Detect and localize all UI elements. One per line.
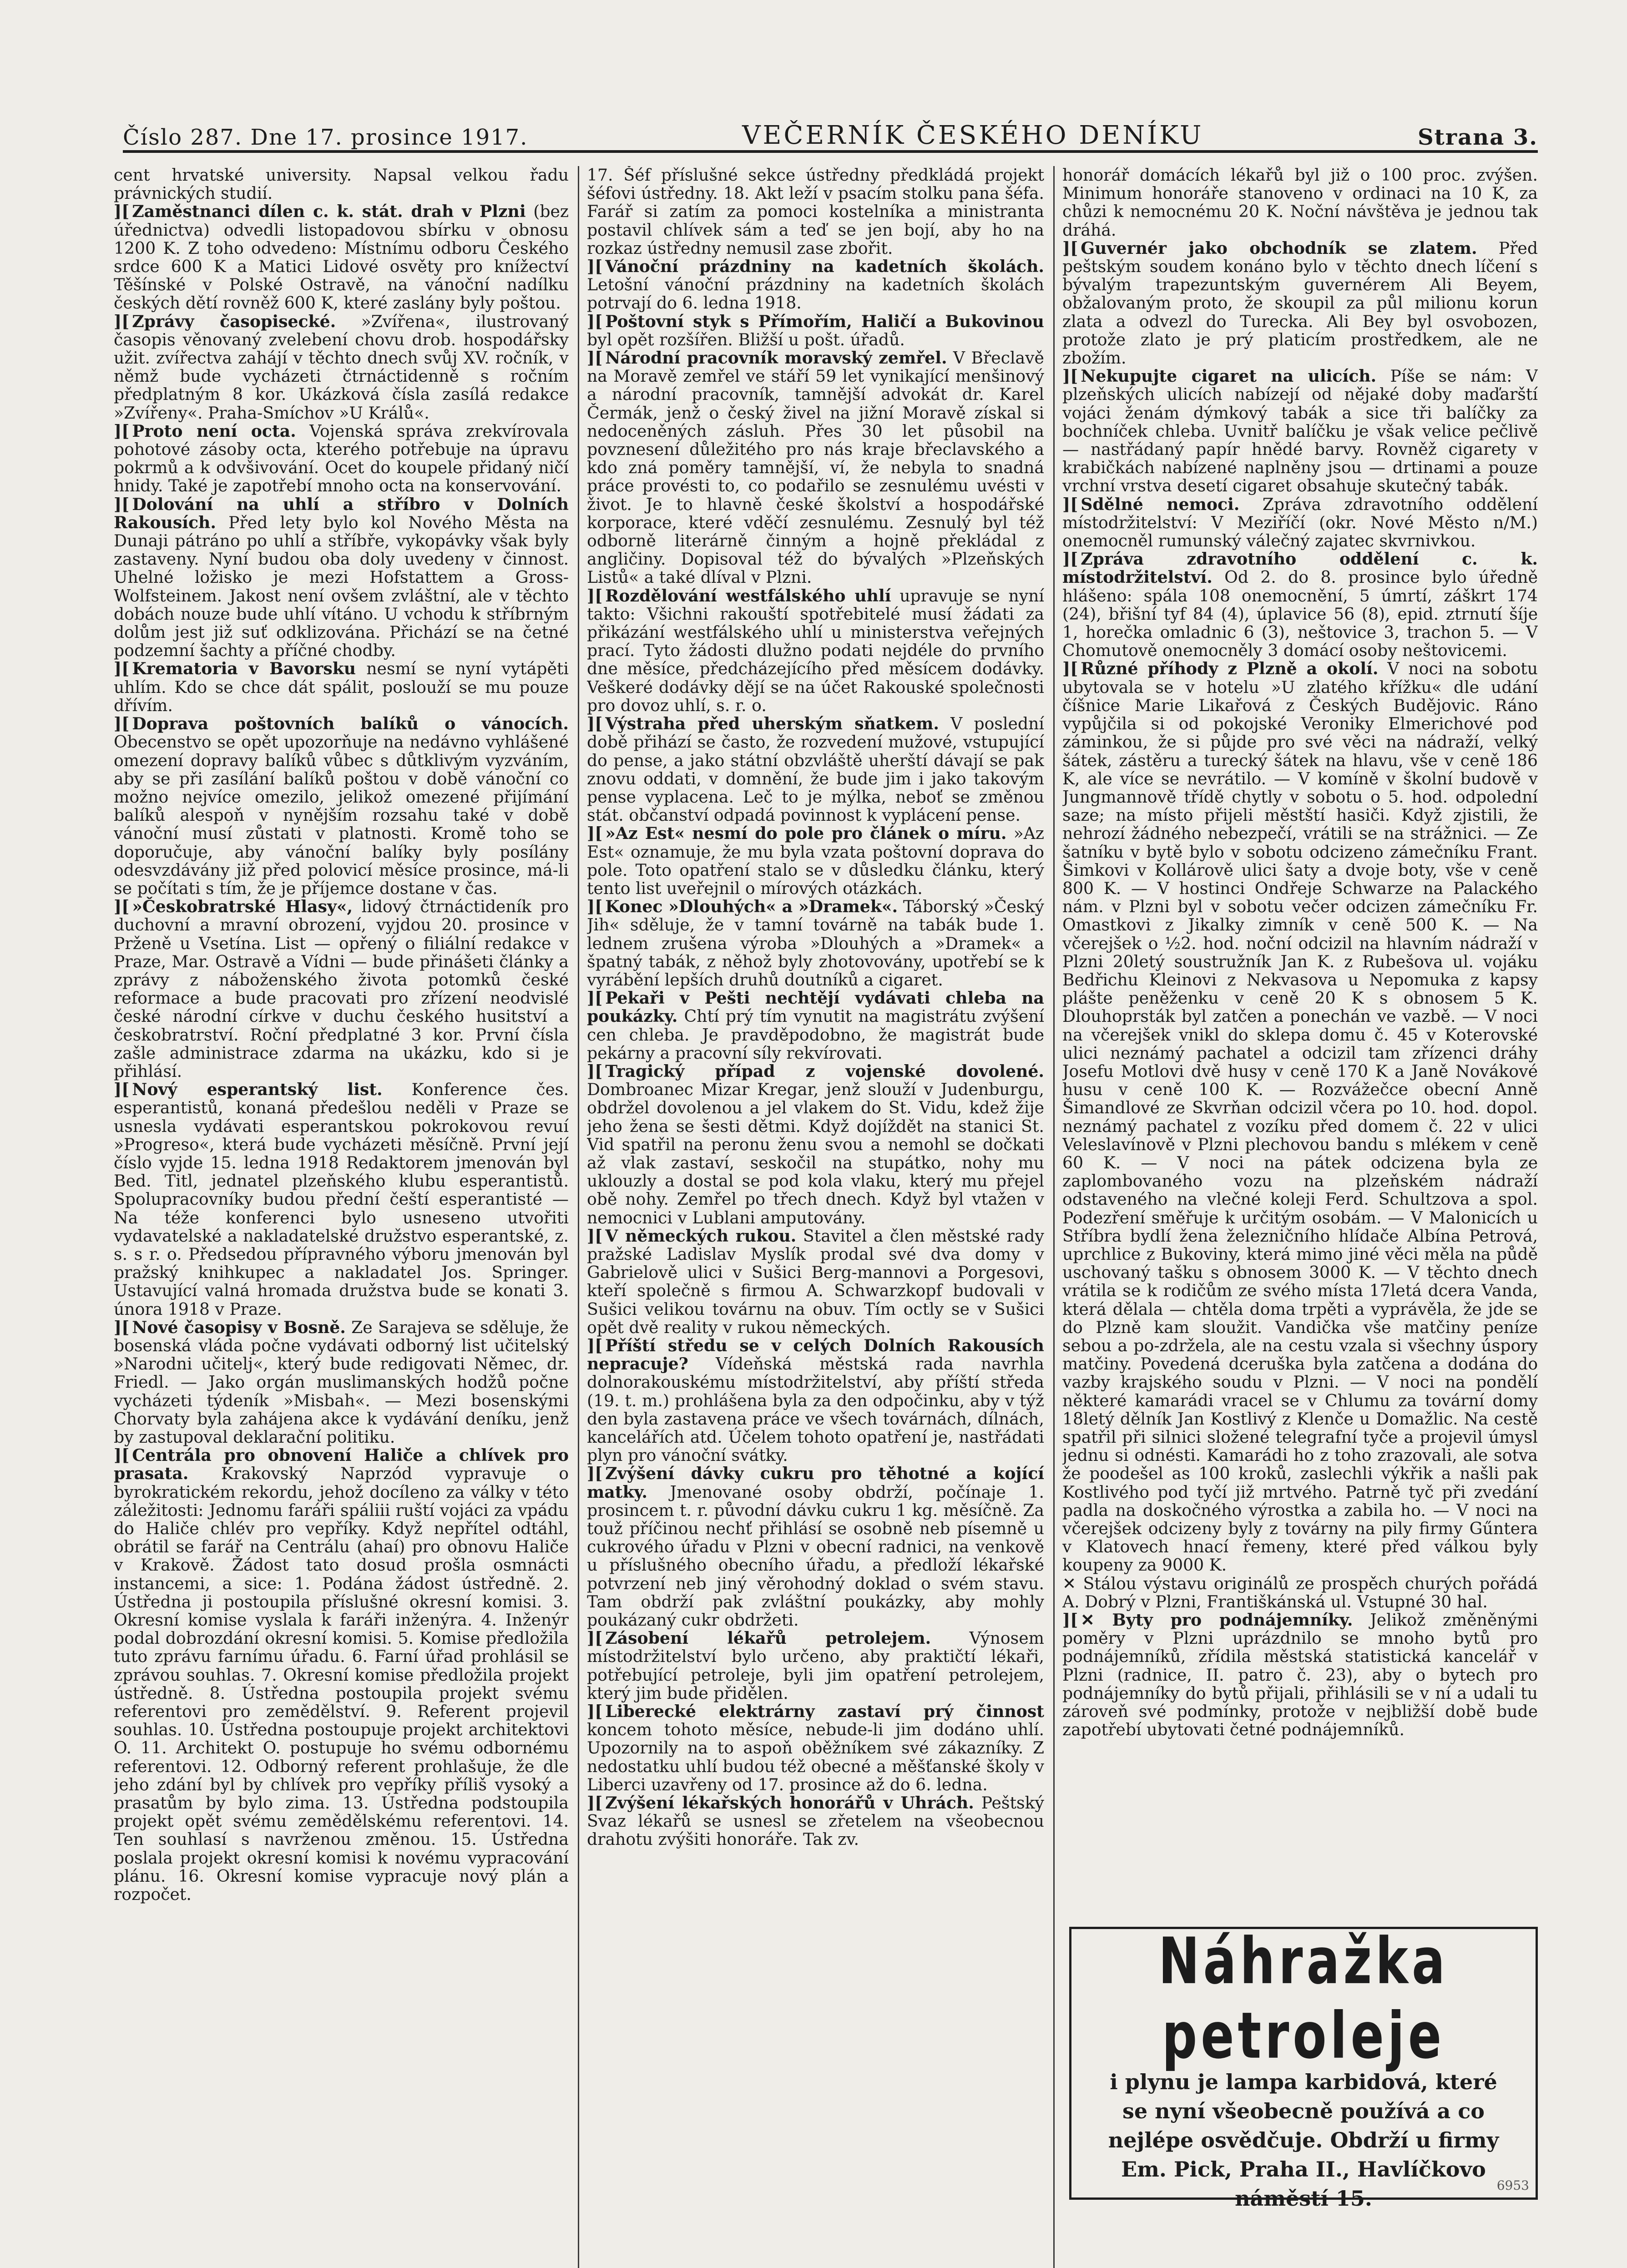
news-item xyxy=(587,313,1044,349)
news-headline: Tragický případ z vojenské dovolené. xyxy=(605,1061,1044,1081)
news-item xyxy=(114,166,569,202)
news-text: Od 2. do 8. prosince bylo úředně hlášeno: spála 108 onemocnění, 5 úmrtí, záškrt 174 (24), břišní tyf 84 (4), úplavice 56 (8), epid. ztrnutí šíje 1, horečka omladnic 6 (3), neštovice 3, trachon 5. — V Chomutově onemocněly 3 domácí osoby neštovicemi. xyxy=(1062,567,1538,661)
news-text: honorář domácích lékařů byl již o 100 proc. zvýšen. Minimum honoráře stanoveno v ordinaci na 10 K, za chůzi k nemocnému 20 K. Noční návštěva je jednou tak dráhá. xyxy=(1062,166,1538,240)
item-marker: ][ xyxy=(587,1628,603,1648)
news-headline: »Az Est« nesmí do pole pro článek o míru. xyxy=(605,823,1007,844)
news-text: V noci na sobotu ubytovala se v hotelu »U zlatého křížku« dle udání číšnice Marie Likařová z Českých Budějovic. Ráno vypůjčila si od pokojské Veroniky Elmerichové pod záminkou, že si půjde pro své věci na nádraží, velký šátek, zástěru a turecký šátek na hlavu, vše v ceně 186 K, ale více se nevrátilo. — V komíně v školní budově v Jungmannově třídě chytly v sobotu o 5. hod. odpolední saze; na místo přijeli městští hasiči. Když zjistili, že nehrozí žádného nebezpečí, vrátili se na strážnici. — Ze šatníku v bytě bylo v sobotu odcizeno zámečníku Frant. Šimkovi v Kollárově ulici šaty a dvoje boty, vše v ceně 800 K. — V hostinci Ondřeje Schwarze na Palackého nám. v Plzni byl v sobotu večer odcizen zámečníku Fr. Omastkovi z Jikalky zimník v ceně 500 K. — Na včerejšek o ½2. hod. noční odcizil na hlavním nádraží v Plzni 20letý soustružník Jan K. z Rubešova ul. vojáku Bedřichu Kleinovi z Nekvasova u Nepomuka z kapsy plášte peněženku v ceně 20 K s obnosem 5 K. Dlouhoprsták byl zatčen a ponechán ve vazbě. — V noci na včerejšek vnikl do sklepa domu č. 45 v Koterovské ulici neznámý pachatel a odcizil tam zřízenci dráhy Josefu Motlovi dvě husy v ceně 170 K a Janě Novákové husu v ceně 100 K. — Rozvážečce obecní Anně Šimandlové ze Skvrňan odcizil včera po 10. hod. dopol. neznámý pachatel z vozíku před domem č. 22 v ulici Veleslavínově v Plzni plechovou bandu s mlékem v ceně 60 K. — V noci na pátek odcizena byla ze zaplombovaného vozu na plzeňském nádraží odstaveného na vlečné koleji Ferd. Schultzova a spol. Podezření směřuje k určitým osobám. — V Malonicích u Stříbra bydlí žena železničního hlídače Albína Petrová, uprchlice z Bukoviny, která mimo jiné věci měla na půdě uschovaný tašku s obnosem 3000 K. — V těchto dnech vrátila se k rodičům ze svého místa 17letá dcera Vanda, která dělala — chtěla doma trpěti a vyprávěla, že jde se do Plzně kam sloužit. Vandička vše matčiny peníze sebou a po-zdržela, ale na cestu vzala si všechny úspory matčiny. Povedená dceruška byla zatčena a dodána do vazby krajského soudu v Plzni. — V noci na pondělí některé kamarádi vracel se v Chlumu za tovární domy 18letý dělník Jan Kostlivý z Klenče u Domažlic. Na cestě spatřil při silnici složené telegrafní tyče a projevil úmysl jednu si odnésti. Kamarádi ho z toho zrazovali, ale sotva že poodešel as 100 kroků, zaslechli výkřik a našli pak Kostlivého pod tyčí již mrtvého. Patrně tyč při zvedání padla na doskočného výrostka a zabila ho. — V noci na včerejšek odcizeny byly z továrny na pily firmy Gűntera v Klatovech hnací řemeny, které před válkou byly koupeny za 9000 K. xyxy=(1062,659,1538,1575)
item-marker: ][ xyxy=(587,1464,603,1484)
page-header xyxy=(123,96,1538,153)
news-text: koncem tohoto měsíce, nebude-li jim dodáno uhlí. Upozornily na to aspoň oběžníkem své zákazníky. Z nedostatku uhlí budou též obecné a měšťanské školy v Liberci uzavřeny od 17. prosince až do 6. ledna. xyxy=(587,1720,1044,1794)
news-item xyxy=(587,1062,1044,1227)
news-text: Jmenované osoby obdrží, počínaje 1. prosincem t. r. původní dávku cukru 1 kg. měsíčně. Za touž příčinou nechť přihlásí se osobně neb písemně u cukrového úřadu v Plzni v obecní radnici, na venkově u příslušného obecního úřadu, a předloží lékařské potvrzení neb jiný věrohodný doklad o svém stavu. Tam obdrží pak zvláštní poukázky, aby mohly poukázaný cukr obdržeti. xyxy=(587,1482,1044,1630)
news-item xyxy=(114,313,569,422)
news-headline: Zvýšení dávky cukru pro těhotné a kojící matky. xyxy=(587,1464,1044,1502)
news-headline: Zpráva zdravotního oddělení c. k. místodržitelství. xyxy=(1062,549,1538,587)
news-headline: Vánoční prázdniny na kadetních školách. xyxy=(605,257,1044,277)
news-text: V Břeclavě na Moravě zemřel ve stáří 59 let vynikající menšinový a národní pracovník, tamnější advokát dr. Karel Čermák, jenž o český živel na jižní Moravě získal si nedoceněných zásluh. Přes 30 let působil na povznesení důležitého pro nás kraje břeclavského a kdo zná poměry tamnější, ví, že nebyla to snadná práce provésti to, co podařilo se zesnulému uvésti v život. Je to hlavně české školství a hospodářské korporace, které vděčí zesnulému. Zesnulý byl též odborně literárně činným a hojně překládal z angličiny. Dopisoval též do bývalých »Plzeňských Listů« a také dlíval v Plzni. xyxy=(587,348,1044,587)
news-headline: Zvýšení lékařských honorářů v Uhrách. xyxy=(605,1793,974,1813)
news-headline: Nové časopisy v Bosně. xyxy=(132,1317,346,1337)
news-text: V poslední době přihází se často, že rozvedení mužové, vstupující do pense, a jako státní obzvláště uherští dávají se pak znovu oddati, v domnění, že bude jim i jako takovým pense vyplacena. Leč to je mýlka, neboť se změnou stát. občanství odpadá povinnost k vyplácení pense. xyxy=(587,714,1044,825)
news-item xyxy=(1062,239,1538,367)
item-marker: ][ xyxy=(587,1336,603,1355)
news-headline: Proto není octa. xyxy=(132,421,296,441)
news-item xyxy=(114,495,569,660)
news-text: Letošní vánoční prázdniny na kadetních školách potrvají do 6. ledna 1918. xyxy=(587,275,1044,313)
news-text: Vídeňská městská rada navrhla dolnorakouskému místodržitelství, aby příští středa (19. t. m.) prohlášena byla za den odpočinku, aby v týž den byla zastavena práce ve všech továrnách, dílnách, kancelářích atd. Účelem tohoto opatření je, nastřádati plyn pro vánoční svátky. xyxy=(587,1354,1044,1465)
news-item xyxy=(587,1702,1044,1794)
item-marker: ][ xyxy=(114,202,130,222)
item-marker: ][ xyxy=(587,257,603,277)
news-item xyxy=(114,715,569,898)
news-item xyxy=(114,422,569,495)
item-marker: ][ xyxy=(114,311,130,331)
issue-date: Číslo 287. Dne 17. prosince 1917. xyxy=(123,125,528,150)
item-marker: ][ xyxy=(587,1226,603,1246)
ad-line: Em. Pick, Praha II., Havlíčkovo xyxy=(1121,2157,1486,2182)
column-1 xyxy=(114,166,569,2268)
news-headline: V německých rukou. xyxy=(605,1226,797,1246)
news-headline: Guvernér jako obchodník se zlatem. xyxy=(1081,238,1477,258)
item-marker: ][ xyxy=(587,1061,603,1081)
news-headline: Poštovní styk s Přímořím, Haličí a Bukovinou xyxy=(605,311,1044,331)
news-text: upravuje se nyní takto: Všichni rakouští spotřebitelé musí žádati za přikázání westfálského uhlí u ministerstva veřejných prací. Tyto žádosti dlužno podati nejdéle do prvního dne měsíce, předcházejícího před měsícem dodávky. Veškeré dodávky dějí se na účet Rakouské společnosti pro dovoz uhlí, s. r. o. xyxy=(587,586,1044,715)
news-text: lidový čtrnáctideník pro duchovní a mravní obrození, vyjdou 20. prosince v Prženě u Vsetína. List — opřený o filiální redakce v Praze, Mar. Ostravě a Vídni — bude přinášeti články a zprávy z náboženského života potomků české reformace a bude pracovati pro zřízení neodvislé české národní církve v duchu českého husitství a českobratrství. Roční předplatné 3 kor. První čísla zašle administrace zdarma na ukázku, kdo si je přihlásí. xyxy=(114,897,569,1081)
column-2 xyxy=(587,166,1044,2268)
news-headline: Rozdělování westfálského uhlí xyxy=(605,586,891,606)
item-marker: ][ xyxy=(1062,659,1078,679)
ad-line: náměstí 15. xyxy=(1235,2186,1372,2211)
item-marker: ][ xyxy=(587,1702,603,1722)
news-text: Stavitel a člen městské rady pražské Ladislav Myslík prodal své dva domy v Gabrielově ulici v Sušici Berg-mannovi a Porgesovi, kteří společně s firmou A. Schwarzkopf budovali v Sušici velikou továrnu na obuv. Tím octly se v Sušici opět dvě reality v rukou německých. xyxy=(587,1226,1044,1337)
news-headline: Sdělné nemoci. xyxy=(1081,494,1240,514)
news-text: byl opět rozšířen. Bližší u pošt. úřadů. xyxy=(587,329,905,349)
item-marker: ][ xyxy=(587,988,603,1008)
item-marker: ][ xyxy=(1062,494,1078,514)
news-item xyxy=(587,166,1044,258)
news-text: Ze Sarajeva se sděluje, že bosenská vláda počne vydávati odborný list učitelský »Narodni učitelj«, který bude redigovati Němec, dr. Friedl. — Jako orgán muslimanských hodžů počne vycházeti týdeník »Misbah«. — Mezi bosenskými Chorvaty byla zahájena akce k vydávání deníku, jenž by zastupoval deklarační politiku. xyxy=(114,1317,569,1447)
news-item xyxy=(114,1318,569,1446)
news-item xyxy=(1062,550,1538,660)
news-headline: Nový esperantský list. xyxy=(132,1080,383,1100)
news-item xyxy=(1062,367,1538,495)
item-marker: ][ xyxy=(114,421,130,441)
news-item xyxy=(587,715,1044,824)
news-item xyxy=(587,898,1044,989)
news-headline: Zprávy časopisecké. xyxy=(132,311,336,331)
item-marker: ][ xyxy=(1062,1610,1078,1630)
news-item xyxy=(1062,660,1538,1574)
news-text: »Zvířena«, ilustrovaný časopis věnovaný zvelebení chovu drob. hospodářsky užit. zvířectva zahájí v těchto dnech svůj XV. ročník, v němž bude vycházeti čtrnáctidenně s ročním předplatným 8 kor. Ukázková čísla zasílá redakce »Zvířeny«. Praha-Smíchov »U Králů«. xyxy=(114,311,569,423)
news-text: Jelikož změněnými poměry v Plzni uprázdnilo se mnoho bytů pro podnájemníků, zřídila městská statistická kancelář v Plzni (radnice, II. patro č. 23), aby o bytech pro podnájemníky do bytů přijali, přihlásili se v ní a udali tu zároveň své podmínky, protože v nejbližší době bude zapotřebí ubytovati četné podnájemníků. xyxy=(1062,1610,1538,1740)
item-marker: ][ xyxy=(1062,238,1078,258)
news-item xyxy=(1062,495,1538,551)
item-marker: ][ xyxy=(1062,549,1078,569)
news-text: Peštský Svaz lékařů se usnesl se zřetelem na všeobecnou drahotu zvýšiti honoráře. Tak zv. xyxy=(587,1793,1044,1849)
news-item xyxy=(587,1465,1044,1629)
newspaper-page xyxy=(73,82,1538,2211)
item-marker: ][ xyxy=(587,823,603,844)
news-text: Před lety bylo kol Nového Města na Dunaji pátráno po uhlí a stříbře, vykopávky však byly zastaveny. Nyní budou oba doly uvedeny v činnost. Uhelné ložisko je mezi Hofstattem a Gross-Wolfsteinem. Jakost není ovšem zvláštní, ale v těchto dobách nouze bude uhlí vítáno. U vchodu k stříbrným dolům jest již suť odklizována. Přichází se na četné podzemní šachty a příčné chodby. xyxy=(114,512,569,661)
news-text: »Az Est« oznamuje, že mu byla vzata poštovní doprava do pole. Toto opatření stalo se v důsledku článku, který tento list uveřejnil o mírových otázkách. xyxy=(587,823,1044,898)
column-divider xyxy=(1053,166,1055,2268)
item-marker: ][ xyxy=(587,348,603,368)
news-headline: Liberecké elektrárny zastaví prý činnost xyxy=(605,1702,1044,1722)
news-headline: Centrála pro obnovení Haliče a chlívek pro prasata. xyxy=(114,1445,569,1484)
news-text: ✕ Stálou výstavu originálů ze prospěch churých pořádá A. Dobrý v Plzni, Františkánská ul. Vstupné 30 hal. xyxy=(1062,1573,1538,1611)
ad-line: nejlépe osvědčuje. Obdrží u firmy xyxy=(1108,2128,1499,2152)
news-item xyxy=(587,989,1044,1062)
ad-line: i plynu je lampa karbidová, které xyxy=(1110,2070,1497,2094)
news-text: Dombroanec Mizar Kregar, jenž slouží v Judenburgu, obdržel dovolenou a jel vlakem do St. Vidu, kdež žije jeho žena se šesti dětmi. Když dojíždět na stanici St. Vid spatřil na peronu ženu svou a nemohl se dočkati až vlak zastaví, seskočil na stupátko, nohy mu uklouzly a dostal se pod kola vlaku, který mu přejel obě nohy. Zemřel po třech dnech. Když byl vtažen v nemocnici v Lublani amputovány. xyxy=(587,1080,1044,1227)
item-marker: ][ xyxy=(587,1793,603,1813)
news-text: Píše se nám: V plzeňských ulicích nabízejí od nějaké doby maďarští vojáci ženám dýmkový tabák a sice tři balíčky za bochníček chleba. Uvnitř balíčku je však velice pečlivě — nastřádaný papír hnědé barvy. Rovněž cigarety v krabičkách nabízené naplněny jsou — drtinami a pouze vrchní vrstva desetí cigaret obsahuje skutečný tabák. xyxy=(1062,366,1538,496)
news-headline: Doprava poštovních balíků o vánocích. xyxy=(132,714,569,734)
item-marker: ][ xyxy=(587,714,603,734)
news-item xyxy=(114,1081,569,1318)
news-text: Konference čes. esperantistů, konaná předešlou neděli v Praze se usnesla vydávati esperantskou pokrokovou revuí »Progreso«, která bude vycházeti měsíčně. První její číslo vyjde 15. ledna 1918 Redaktorem jmenován byl Bed. Titl, jednatel plzeňského klubu esperantistů. Spolupracovníky budou přední čeští esperantisté — Na téže konferenci bylo usneseno utvořiti vydavatelské a nakladatelské družstvo esperantské, z. s. s r. o. Předsedou přípravného výboru jmenován byl pražský knihkupec a nakladatel Jos. Springer. Ustavující valná hromada družstva bude se konati 3. února 1918 v Praze. xyxy=(114,1080,569,1319)
masthead-title: VEČERNÍK ČESKÉHO DENÍKU xyxy=(742,121,1204,150)
item-marker: ][ xyxy=(114,897,130,917)
news-headline: Krematoria v Bavorsku xyxy=(132,659,356,679)
news-headline: Dolování na uhlí a stříbro v Dolních Rakousích. xyxy=(114,494,569,532)
news-item xyxy=(587,1629,1044,1702)
item-marker: ][ xyxy=(114,1317,130,1337)
news-headline: Národní pracovník moravský zemřel. xyxy=(605,348,947,368)
news-item xyxy=(587,1337,1044,1465)
news-item xyxy=(114,898,569,1081)
news-item xyxy=(114,660,569,715)
item-marker: ][ xyxy=(587,586,603,606)
news-item xyxy=(587,587,1044,715)
news-text: Táborský »Český Jih« sděluje, že v tamní továrně na tabák bude 1. lednem zrušena výroba »Dlouhých a »Dramek« a špatný tabák, z něhož byly zhotovovány, upotřebí se k vyrábění lepších druhů doutníků a cigaret. xyxy=(587,897,1044,990)
news-headline: Příští středu se v celých Dolních Rakousích nepracuje? xyxy=(587,1336,1044,1374)
news-item xyxy=(114,1446,569,1904)
news-headline: Výstraha před uherským sňatkem. xyxy=(605,714,939,734)
item-marker: ][ xyxy=(114,659,130,679)
news-text: Krakovský Naprzód vypravuje o byrokratickém rekordu, jehož docíleno za války v této záležitosti: Jednomu faráři spáliii ruští vojáci za vpádu do Haliče chlév pro vepříky. Když nepřítel odtáhl, obrátil se farář na Centrálu (ahaí) pro obnovu Haliče v Krakově. Žádost tato dosud prošla osmnácti instancemi, a sice: 1. Podána žádost ústředně. 2. Ústředna ji postoupila příslušné okresní komisi. 3. Okresní komise vyslala k faráři inženýra. 4. Inženýr podal dobrozdání okresní komisi. 5. Komise předložila tuto zprávu farnímu úřadu. 6. Farní úřad prohlásil se zprávou souhlas. 7. Okresní komise předložila projekt ústředně. 8. Ústředna postoupila projekt svému referentovi pro zemědělství. 9. Referent projevil souhlas. 10. Ústředna postoupuje projekt architektovi O. 11. Architekt O. postupuje ho svému odbornému referentovi. 12. Odborný referent prohlašuje, že dle jeho zdání byl by chlívek pro vepříky příliš vysoký a prasatům by bylo zima. 13. Ústředna podstoupila projekt opět svému zemědělskému referentovi. 14. Ten souhlasí s navrženou změnou. 15. Ústředna poslala projekt okresní komisi k novému vypracování plánu. 16. Okresní komise vypracuje nový plán a rozpočet. xyxy=(114,1464,569,1904)
news-headline: Zaměstnanci dílen c. k. stát. drah v Plzni xyxy=(132,202,526,222)
news-headline: Zásobení lékařů petrolejem. xyxy=(605,1628,931,1648)
item-marker: ][ xyxy=(1062,366,1078,386)
news-headline: Pekaři v Pešti nechtějí vydávati chleba na poukázky. xyxy=(587,988,1044,1026)
news-text: Chtí prý tím vynutit na magistrátu zvýšení cen chleba. Je pravděpodobno, že magistrát bude pekárny a pracovní síly rekvírovati. xyxy=(587,1006,1044,1063)
news-item xyxy=(587,1227,1044,1337)
news-text: Vojenská správa zrekvírovala pohotové zásoby octa, kterého potřebuje na úpravu pokrmů a k odvšivování. Ocet do koupele přidaný ničí hnidy. Také je zapotřebí mnoho octa na konservování. xyxy=(114,421,569,496)
column-divider xyxy=(578,166,579,2268)
item-marker: ][ xyxy=(587,897,603,917)
news-item xyxy=(587,258,1044,313)
item-marker: ][ xyxy=(114,1445,130,1465)
news-headline: Různé příhody z Plzně a okolí. xyxy=(1081,659,1379,679)
item-marker: ][ xyxy=(114,1080,130,1100)
news-text: cent hrvatské university. Napsal velkou řadu právnických studií. xyxy=(114,166,569,203)
news-headline: ✕ Byty pro podnájemníky. xyxy=(1081,1610,1353,1630)
item-marker: ][ xyxy=(114,494,130,514)
news-text: Výnosem místodržitelství bylo určeno, aby praktičtí lékaři, potřebující petroleje, byli jim opatření petrolejem, který jim bude přidělen. xyxy=(587,1628,1044,1703)
news-item xyxy=(587,349,1044,587)
page-number: Strana 3. xyxy=(1417,125,1538,150)
news-item xyxy=(1062,166,1538,239)
ad-line: se nyní všeobecně používá a co xyxy=(1122,2099,1485,2123)
advertisement xyxy=(1069,1925,1538,2211)
ad-number: 6953 xyxy=(1496,2178,1529,2193)
news-item xyxy=(114,202,569,312)
news-headline: Nekupujte cigaret na ulicích. xyxy=(1081,366,1377,386)
news-item xyxy=(1062,1575,1538,1611)
news-item xyxy=(587,824,1044,898)
news-item xyxy=(1062,1611,1538,1739)
news-text: 17. Šéf příslušné sekce ústředny předkládá projekt šéfovi ústředny. 18. Akt leží v psacím stolku pana šéfa. Farář si zatím za pomoci kostelníka a ministranta postavil chlívek sám a teď se jen bojí, aby ho na rozkaz ústředny nemusil zase zbořit. xyxy=(587,166,1044,258)
news-text: Obecenstvo se opět upozorňuje na nedávno vyhlášené omezení dopravy balíků vůbec s důtklivým vyzváním, aby se při zasílání balíků poštou v době vánoční co možno nejvíce omezilo, jelikož omezené přijímání balíků alespoň v nynějším rozsahu také v době vánoční musí zůstati v platnosti. Kromě toho se doporučuje, aby vánoční balíky byly posílány odesvzdávány již před polovicí měsíce prosince, má-li se počítati s tím, že je příjemce dostane v čas. xyxy=(114,732,569,898)
news-text: nesmí se nyní vytápěti uhlím. Kdo se chce dát spálit, poslouží se mu pouze dřívím. xyxy=(114,659,569,715)
ad-headline: Náhražka petroleje xyxy=(1158,1925,1449,2073)
news-item xyxy=(587,1794,1044,1849)
news-text: Zpráva zdravotního oddělení místodržitelství: V Meziříčí (okr. Nové Město n/M.) onemocněl rumunský válečný zajatec skvrnivkou. xyxy=(1062,494,1538,551)
news-text: (bez úřednictva) odvedli listopadovou sbírku v obnosu 1200 K. Z toho odvedeno: Místnímu odboru Českého srdce 600 K a Matici Lidové osvěty pro knížectví Těšínské v Polské Ostravě, na vánoční nadílku českých dětí rovněž 600 K, které zaslány byly poštou. xyxy=(114,202,569,313)
item-marker: ][ xyxy=(114,714,130,734)
news-headline: »Českobratrské Hlasy«, xyxy=(132,897,353,917)
news-headline: Konec »Dlouhých« a »Dramek«. xyxy=(605,897,898,917)
news-text: Před peštským soudem konáno bylo v těchto dnech líčení s bývalým trapezuntským guvernérem Ali Beyem, obžalovaným proto, že skoupil za půl milionu korun zlata a odvezl do Turecka. Ali Bey byl osvobozen, protože zlato je prý platicím prostředkem, ale ne zbožím. xyxy=(1062,238,1538,368)
item-marker: ][ xyxy=(587,311,603,331)
